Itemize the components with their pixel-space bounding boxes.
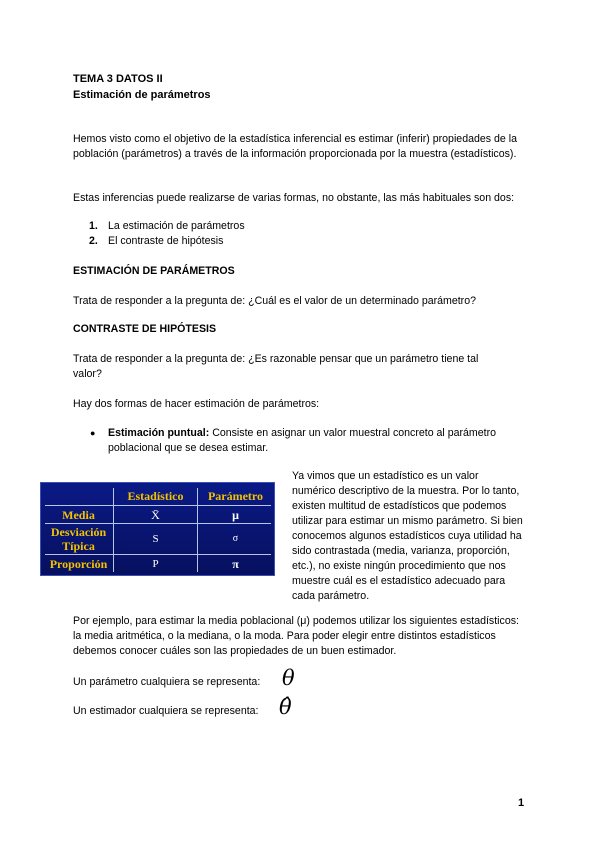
table-header-estadistico: Estadístico xyxy=(127,489,184,503)
param-line-text: Un parámetro cualquiera se representa: xyxy=(73,676,261,688)
bullet-estimacion-puntual xyxy=(108,426,518,456)
table-cell-param: μ xyxy=(232,507,239,522)
table-row-label: Media xyxy=(62,507,95,522)
intro-paragraph-2: Estas inferencias puede realizarse de varias formas, no obstante, las más habituales son dos: xyxy=(73,192,515,204)
table-cell-stat: X̄ xyxy=(151,507,160,522)
bullet-term: Estimación puntual: xyxy=(108,427,210,439)
intro-paragraph: Hemos visto como el objetivo de la estadística inferencial es estimar (inferir) propiedades de la población (parámetros) a través de la información proporcionada por la muestra (estadísticos). xyxy=(73,133,517,160)
table-row-label: Desviación Típica xyxy=(50,525,107,553)
list-number: 1. xyxy=(89,220,98,232)
table-row-label: Proporción xyxy=(49,557,108,571)
page-subtitle: Estimación de parámetros xyxy=(73,89,211,101)
bullet-text: Consiste en asignar un valor muestral concreto al parámetro poblacional que se desea estimar. xyxy=(108,427,497,454)
statistics-table xyxy=(38,480,277,578)
table-cell-param: π xyxy=(232,557,239,571)
section-heading-estimacion: ESTIMACIÓN DE PARÁMETROS xyxy=(73,265,235,277)
estimacion-text: Trata de responder a la pregunta de: ¿Cuál es el valor de un determinado parámetro? xyxy=(73,295,476,307)
table-header-parametro: Parámetro xyxy=(207,489,264,503)
bullet-dot: ● xyxy=(90,428,96,438)
section-heading-contraste: CONTRASTE DE HIPÓTESIS xyxy=(73,323,217,335)
page-title: TEMA 3 DATOS II xyxy=(73,73,163,85)
page-number: 1 xyxy=(518,797,525,809)
list-number: 2. xyxy=(89,235,98,247)
theta-symbol: θ xyxy=(282,666,295,690)
table-cell-stat: P xyxy=(152,558,159,570)
example-paragraph: Por ejemplo, para estimar la media poblacional (μ) podemos utilizar los siguientes estadísticos: la media aritmética, o la mediana, o la moda. Para poder elegir entre distintos estadísticos debemos conocer cuáles son las propiedades de un buen estimador. xyxy=(73,615,519,657)
list-item: La estimación de parámetros xyxy=(108,220,245,232)
list-item: El contraste de hipótesis xyxy=(108,235,224,247)
formas-text: Hay dos formas de hacer estimación de parámetros: xyxy=(73,398,320,410)
table-cell-param: σ xyxy=(232,533,239,544)
table-cell-stat: S xyxy=(152,533,159,545)
estimator-line-text: Un estimador cualquiera se representa: xyxy=(73,705,259,717)
side-paragraph: Ya vimos que un estadístico es un valor numérico descriptivo de la muestra. Por lo tanto, existen multitud de estadísticos que podemos utilizar para estimar un mismo parámetro. Si bien conocemos algunos estadísticos cuya utilidad ha sido contrastada (media, varianza, proporción, etc.), no existe ningún procedimiento que nos muestre cuál es el estadístico adecuado para cada parámetro. xyxy=(292,470,523,602)
contraste-text: Trata de responder a la pregunta de: ¿Es razonable pensar que un parámetro tiene tal valor? xyxy=(73,353,479,380)
theta-hat-symbol: θ̂ xyxy=(279,695,292,719)
